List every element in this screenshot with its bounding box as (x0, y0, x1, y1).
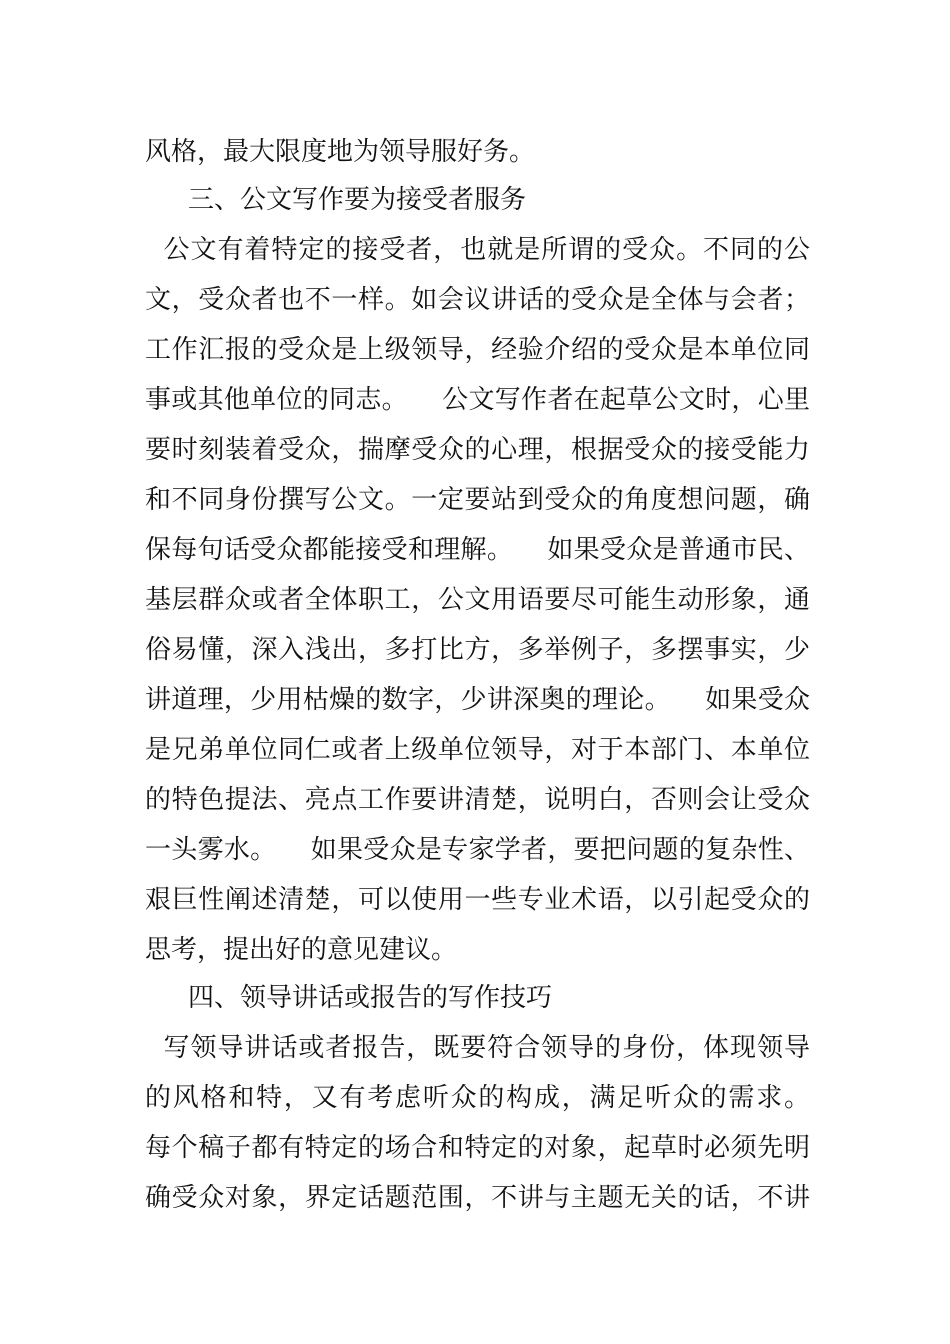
text-line: 风格，最大限度地为领导服好务。 (145, 137, 536, 167)
text-line: 基层群众或者全体职工，公文用语要尽可能生动形象，通 (145, 585, 810, 615)
text-line: 和不同身份撰写公文。一定要站到受众的角度想问题，确 (145, 485, 810, 515)
text-line: 事或其他单位的同志。 公文写作者在起草公文时，心里 (145, 385, 810, 415)
text-line: 文，受众者也不一样。如会议讲话的受众是全体与会者； (145, 285, 810, 315)
text-line: 写领导讲话或者报告，既要符合领导的身份，体现领导 (145, 1033, 810, 1063)
text-line: 思考，提出好的意见建议。 (145, 935, 458, 965)
text-line: 一头雾水。 如果受众是专家学者，要把问题的复杂性、 (145, 835, 810, 865)
text-line: 是兄弟单位同仁或者上级单位领导，对于本部门、本单位 (145, 735, 810, 765)
text-line: 俗易懂，深入浅出，多打比方，多举例子，多摆事实，少 (145, 635, 810, 665)
section-heading: 三、公文写作要为接受者服务 (188, 185, 527, 215)
text-line: 的特色提法、亮点工作要讲清楚，说明白，否则会让受众 (145, 785, 810, 815)
text-line: 艰巨性阐述清楚，可以使用一些专业术语，以引起受众的 (145, 885, 810, 915)
text-line: 确受众对象，界定话题范围，不讲与主题无关的话，不讲 (145, 1183, 810, 1213)
section-heading: 四、领导讲话或报告的写作技巧 (188, 983, 553, 1013)
text-line: 的风格和特，又有考虑听众的构成，满足听众的需求。 (145, 1083, 810, 1113)
text-line: 保每句话受众都能接受和理解。 如果受众是普通市民、 (145, 535, 810, 565)
text-line: 工作汇报的受众是上级领导，经验介绍的受众是本单位同 (145, 335, 810, 365)
text-line: 每个稿子都有特定的场合和特定的对象，起草时必须先明 (145, 1133, 810, 1163)
text-line: 要时刻装着受众，揣摩受众的心理，根据受众的接受能力 (145, 435, 810, 465)
text-line: 公文有着特定的接受者，也就是所谓的受众。不同的公 (145, 235, 810, 265)
text-line: 讲道理，少用枯燥的数字，少讲深奥的理论。 如果受众 (145, 685, 810, 715)
